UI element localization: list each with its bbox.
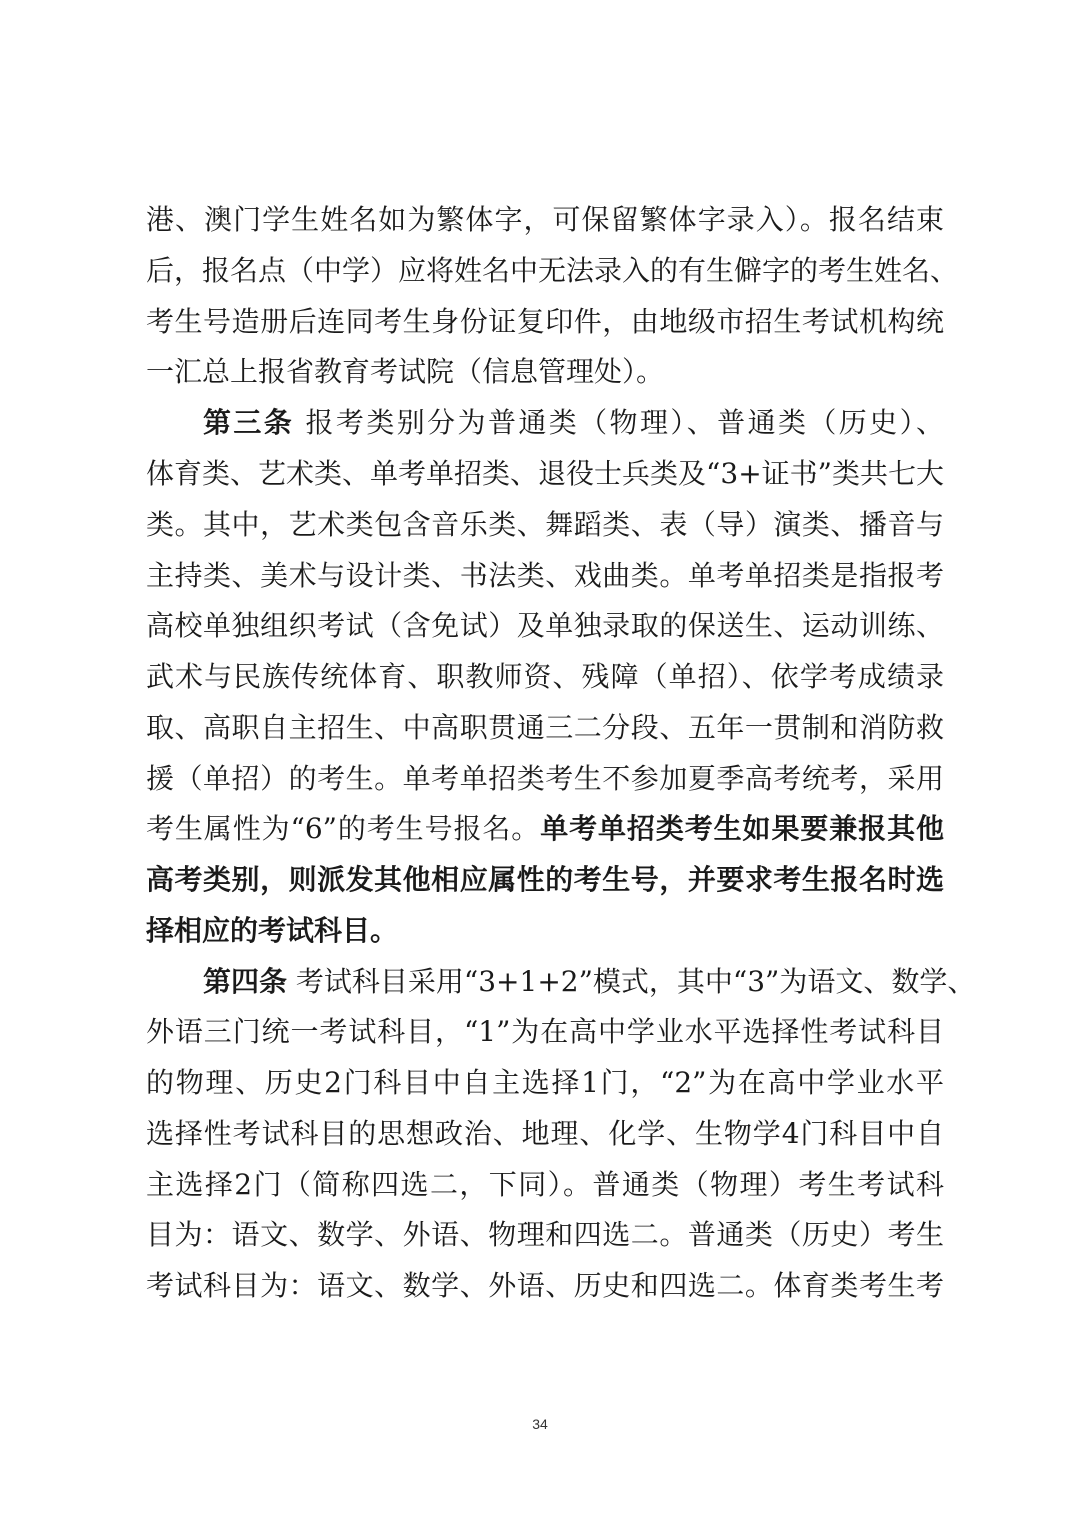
text-line bbox=[146, 759, 944, 799]
line-text: 考生号造册后连同考生身份证复印件，由地级市招生考试机构统 bbox=[146, 305, 944, 338]
line-text: 考试科目采用“3+1+2”模式，其中“3”为语文、数学、 bbox=[287, 965, 976, 998]
text-line bbox=[146, 1165, 944, 1205]
line-text: 主选择2门（简称四选二，下同）。普通类（物理）考生考试科 bbox=[146, 1168, 944, 1201]
text-line bbox=[146, 251, 959, 291]
article-4-heading-line bbox=[203, 962, 976, 1002]
article-title: 第三条 bbox=[203, 406, 295, 439]
line-text: 考生属性为“6”的考生号报名。 bbox=[146, 812, 541, 845]
text-line bbox=[146, 1215, 944, 1255]
line-text: 报考类别分为普通类（物理）、普通类（历史）、 bbox=[294, 406, 944, 439]
line-text: 类。其中，艺术类包含音乐类、舞蹈类、表（导）演类、播音与 bbox=[146, 508, 944, 541]
text-line bbox=[146, 1063, 944, 1103]
text-line bbox=[146, 200, 944, 240]
line-text: 考试科目为：语文、数学、外语、历史和四选二。体育类考生考 bbox=[146, 1269, 944, 1302]
text-line bbox=[146, 860, 944, 900]
line-text: 取、高职自主招生、中高职贯通三二分段、五年一贯制和消防救 bbox=[146, 711, 944, 744]
line-text: 后，报名点（中学）应将姓名中无法录入的有生僻字的考生姓名、 bbox=[146, 254, 959, 287]
line-text: 一汇总上报省教育考试院（信息管理处）。 bbox=[146, 355, 665, 388]
text-line bbox=[146, 809, 944, 849]
text-line bbox=[146, 454, 944, 494]
line-text: 目为：语文、数学、外语、物理和四选二。普通类（历史）考生 bbox=[146, 1218, 944, 1251]
text-line bbox=[146, 911, 944, 951]
emphasis-text: 高考类别，则派发其他相应属性的考生号，并要求考生报名时选 bbox=[146, 863, 944, 896]
text-line bbox=[146, 708, 944, 748]
text-line bbox=[146, 1012, 944, 1052]
line-text: 援（单招）的考生。单考单招类考生不参加夏季高考统考，采用 bbox=[146, 762, 944, 795]
line-text: 高校单独组织考试（含免试）及单独录取的保送生、运动训练、 bbox=[146, 609, 944, 642]
emphasis-text: 择相应的考试科目。 bbox=[146, 914, 399, 947]
line-text: 体育类、艺术类、单考单招类、退役士兵类及“3+证书”类共七大 bbox=[146, 457, 944, 490]
text-line bbox=[146, 1114, 944, 1154]
line-text: 外语三门统一考试科目，“1”为在高中学业水平选择性考试科目 bbox=[146, 1015, 944, 1048]
line-text: 港、澳门学生姓名如为繁体字，可保留繁体字录入）。报名结束 bbox=[146, 203, 944, 236]
page-number: 34 bbox=[532, 1416, 548, 1432]
article-title: 第四条 bbox=[203, 965, 288, 998]
line-text: 的物理、历史2门科目中自主选择1门，“2”为在高中学业水平 bbox=[146, 1066, 944, 1099]
text-line bbox=[146, 556, 944, 596]
text-line bbox=[146, 352, 944, 392]
text-line bbox=[146, 606, 944, 646]
article-3-heading-line bbox=[203, 403, 944, 443]
emphasis-text: 单考单招类考生如果要兼报其他 bbox=[540, 812, 944, 845]
text-line bbox=[146, 1266, 944, 1306]
line-text: 选择性考试科目的思想政治、地理、化学、生物学4门科目中自 bbox=[146, 1117, 944, 1150]
text-line bbox=[146, 302, 944, 342]
line-text: 武术与民族传统体育、职教师资、残障（单招）、依学考成绩录 bbox=[146, 660, 944, 693]
text-line bbox=[146, 657, 944, 697]
line-text: 主持类、美术与设计类、书法类、戏曲类。单考单招类是指报考 bbox=[146, 559, 944, 592]
text-line bbox=[146, 505, 944, 545]
